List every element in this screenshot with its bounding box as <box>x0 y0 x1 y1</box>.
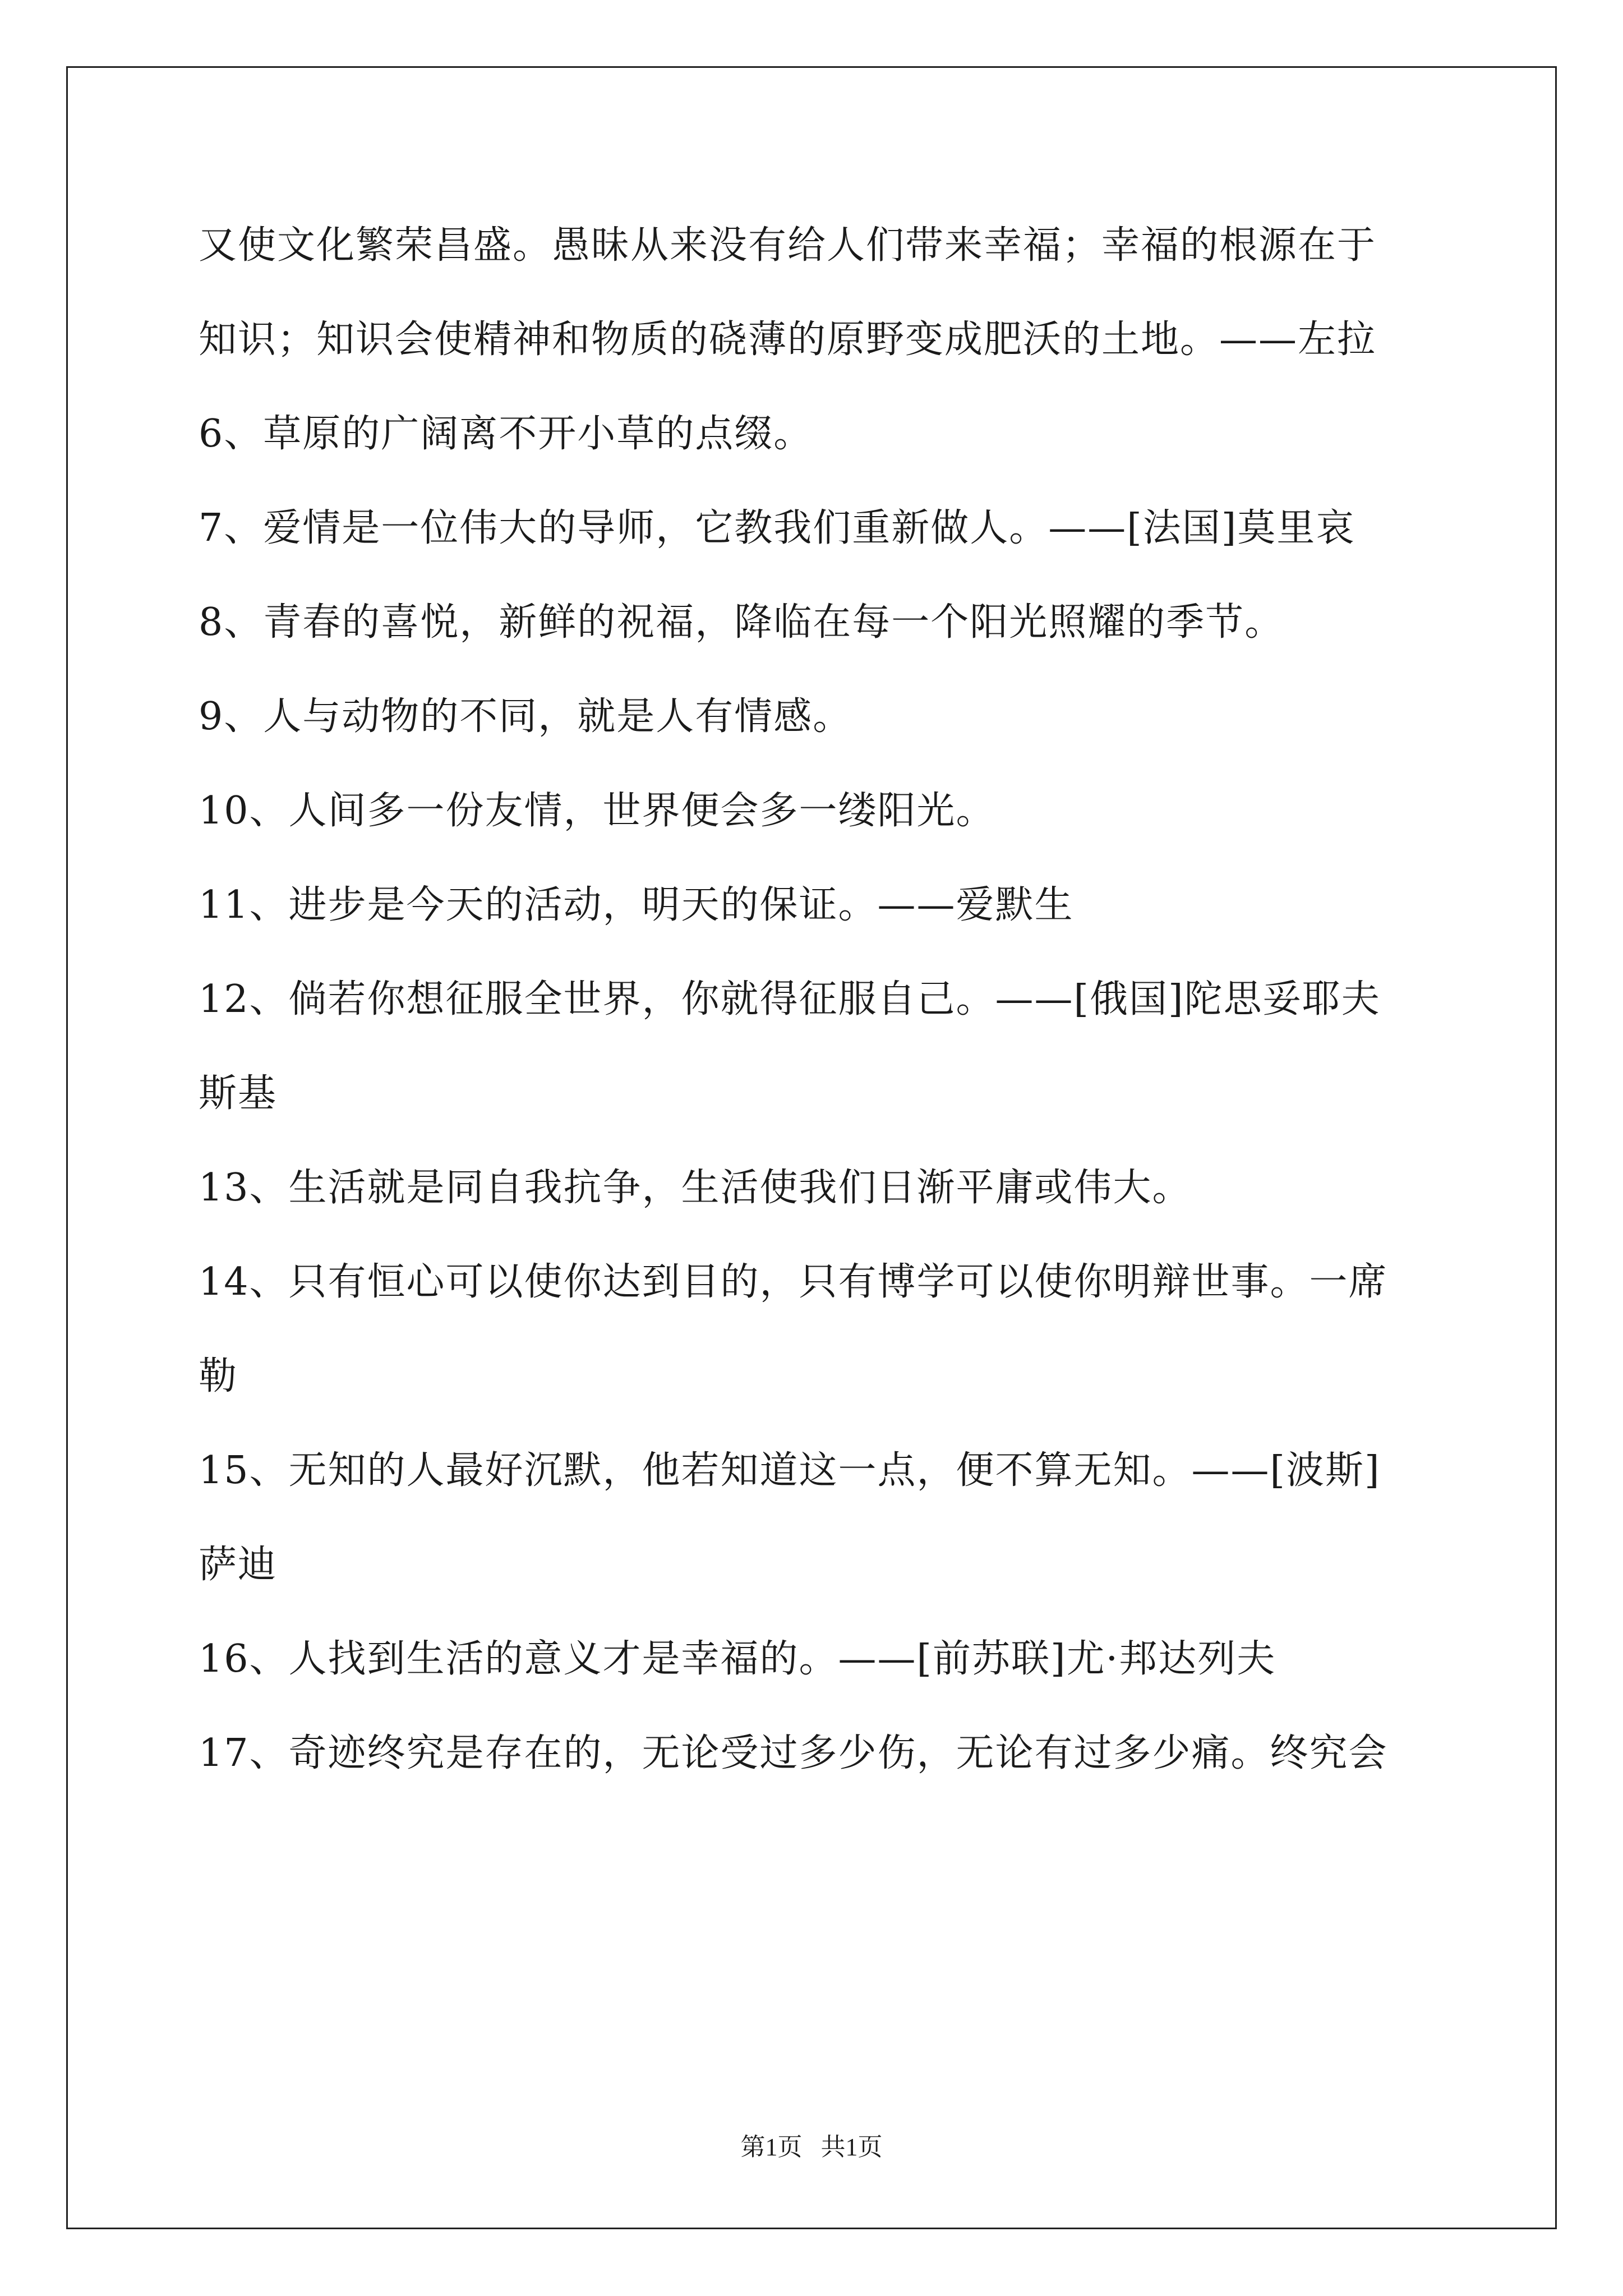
text-line: 勒 <box>199 1354 238 1398</box>
text-line: 6、草原的广阔离不开小草的点缀。 <box>199 412 813 456</box>
text-line: 又使文化繁荣昌盛。愚昧从来没有给人们带来幸福；幸福的根源在于 <box>199 223 1377 268</box>
text-line: 13、生活就是同自我抗争，生活使我们日渐平庸或伟大。 <box>199 1166 1192 1210</box>
text-line: 斯基 <box>199 1071 278 1116</box>
document-body <box>199 218 1432 1820</box>
text-line: 17、奇迹终究是存在的，无论受过多少伤，无论有过多少痛。终究会 <box>199 1731 1388 1775</box>
text-line: 7、爱情是一位伟大的导师，它教我们重新做人。——[法国]莫里哀 <box>199 506 1355 550</box>
text-line: 9、人与动物的不同，就是人有情感。 <box>199 694 852 739</box>
text-line: 10、人间多一份友情，世界便会多一缕阳光。 <box>199 789 995 833</box>
text-line: 15、无知的人最好沉默，他若知道这一点，便不算无知。——[波斯] <box>199 1448 1381 1493</box>
text-line: 萨迪 <box>199 1543 278 1587</box>
text-line: 14、只有恒心可以使你达到目的，只有博学可以使你明辩世事。一席 <box>199 1260 1388 1304</box>
text-line: 12、倘若你想征服全世界，你就得征服自己。——[俄国]陀思妥耶夫 <box>199 977 1381 1022</box>
text-line: 16、人找到生活的意义才是幸福的。——[前苏联]尤·邦达列夫 <box>199 1637 1276 1681</box>
page-number-footer: 第1页 共1页 <box>740 2133 883 2161</box>
text-line: 知识；知识会使精神和物质的硗薄的原野变成肥沃的土地。——左拉 <box>199 318 1377 362</box>
text-line: 8、青春的喜悦，新鲜的祝福，降临在每一个阳光照耀的季节。 <box>199 600 1284 645</box>
text-line: 11、进步是今天的活动，明天的保证。——爱默生 <box>199 883 1074 927</box>
